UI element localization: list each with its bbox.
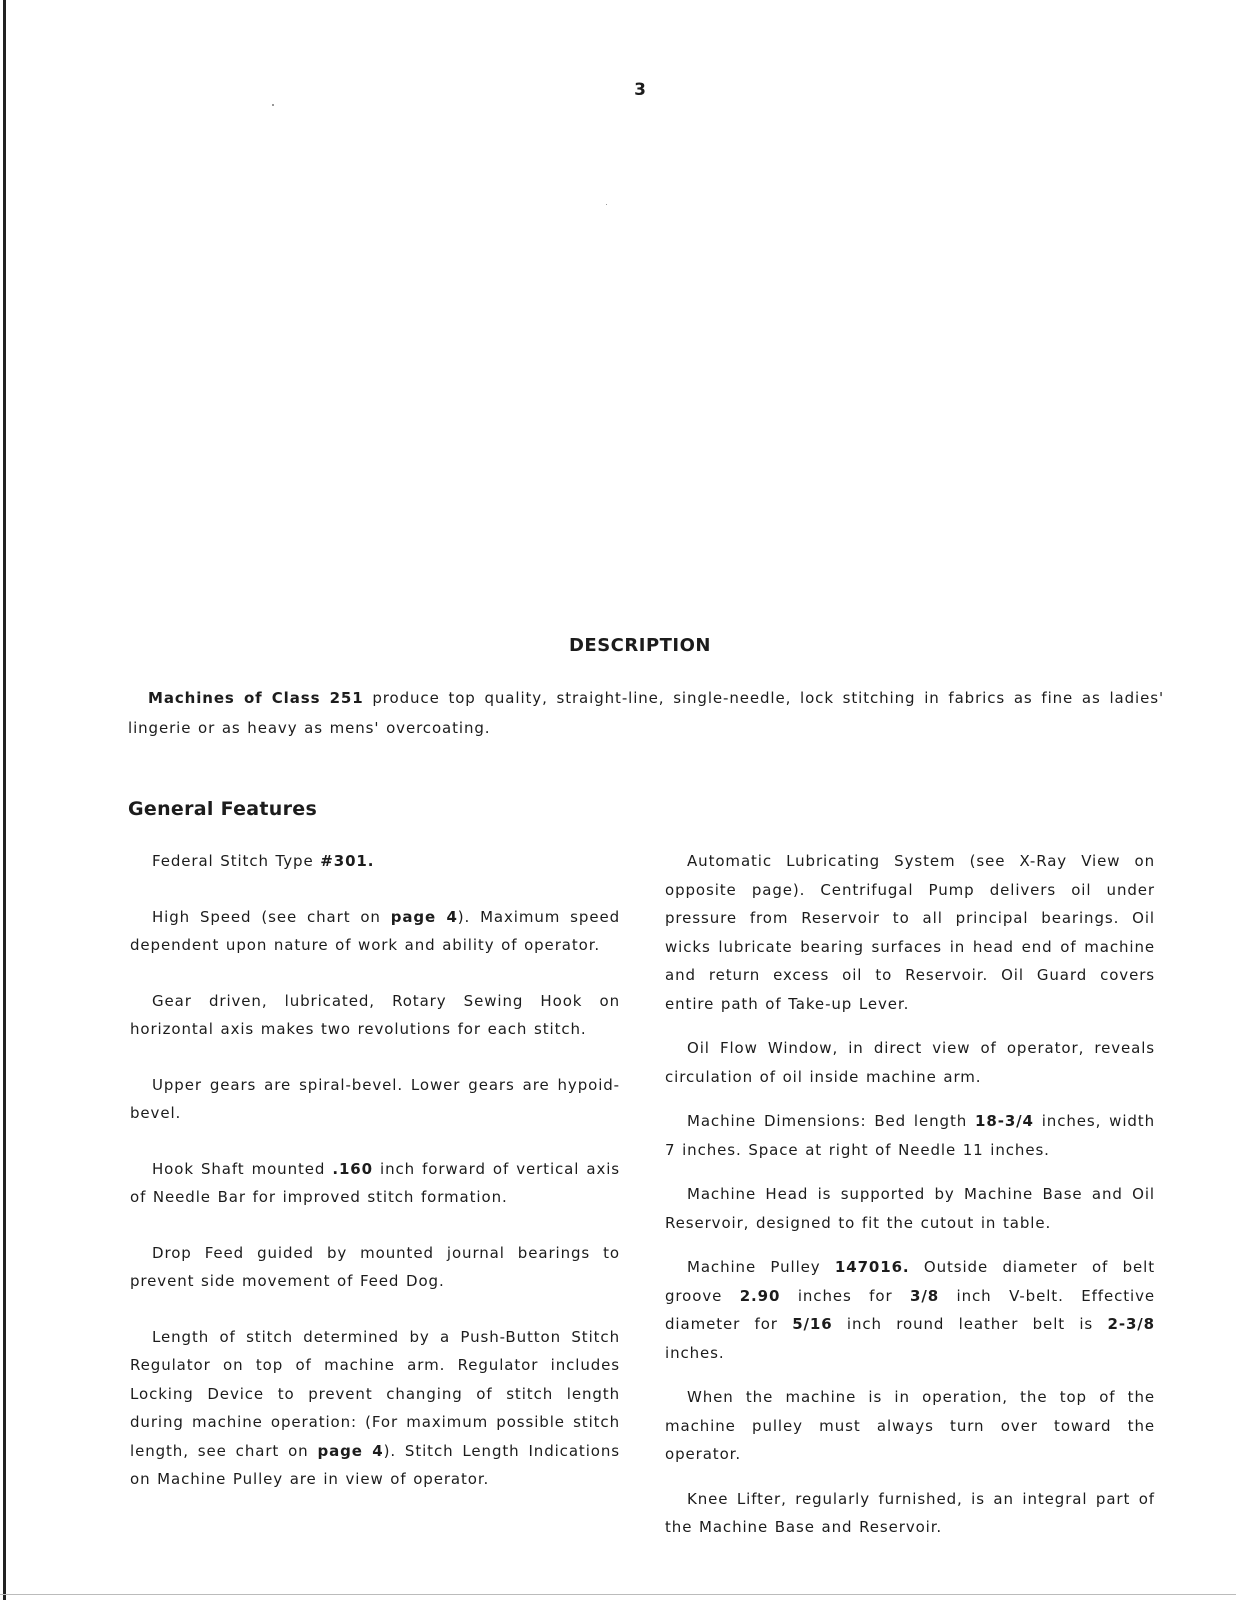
feature-lubricating-system: Automatic Lubricating System (see X-Ray View on opposite page). Centrifugal Pump delivers oil under pressure from Reservoir to all principal bearings. Oil wicks lubricate bearing surfaces in head end of machine and return excess oil to Reservoir. Oil Guard covers entire path of Take-up Lever. xyxy=(665,852,1155,1013)
intro-paragraph xyxy=(128,683,1164,743)
scan-speck xyxy=(272,104,274,106)
intro-text: produce top quality, straight-line, single-needle, lock stitching in fabrics as fine as ladies' lingerie or as heavy as mens' overcoating. xyxy=(128,689,1164,737)
feature-stitch-type: Federal Stitch Type #301. xyxy=(152,852,375,870)
section-title: DESCRIPTION xyxy=(568,635,711,656)
page-edge-line xyxy=(3,0,6,1600)
intro-lead: Machines of Class 251 xyxy=(148,689,364,707)
feature-machine-head: Machine Head is supported by Machine Base and Oil Reservoir, designed to fit the cutout in table. xyxy=(665,1185,1155,1232)
feature-oil-flow-window: Oil Flow Window, in direct view of operator, reveals circulation of oil inside machine arm. xyxy=(665,1039,1155,1086)
scan-speck xyxy=(606,204,607,205)
feature-machine-dimensions: Machine Dimensions: Bed length 18-3/4 inches, width 7 inches. Space at right of Needle 11 inches. xyxy=(665,1112,1155,1159)
feature-machine-pulley: Machine Pulley 147016. Outside diameter of belt groove 2.90 inches for 3/8 inch V-belt. Effective diameter for 5/16 inch round leather belt is 2-3/8 inches. xyxy=(665,1258,1155,1362)
page-number: 3 xyxy=(634,80,646,100)
feature-drop-feed: Drop Feed guided by mounted journal bearings to prevent side movement of Feed Dog. xyxy=(130,1243,620,1290)
features-heading: General Features xyxy=(128,798,318,820)
feature-hook-shaft: Hook Shaft mounted .160 inch forward of vertical axis of Needle Bar for improved stitch formation. xyxy=(130,1159,621,1206)
page-bottom-rule xyxy=(0,1594,1236,1595)
right-column xyxy=(665,847,1155,1558)
feature-gears: Upper gears are spiral-bevel. Lower gears are hypoid-bevel. xyxy=(130,1075,620,1122)
feature-sewing-hook: Gear driven, lubricated, Rotary Sewing Hook on horizontal axis makes two revolutions for each stitch. xyxy=(130,991,620,1038)
feature-pulley-rotation: When the machine is in operation, the top of the machine pulley must always turn over toward the operator. xyxy=(665,1388,1155,1463)
feature-knee-lifter: Knee Lifter, regularly furnished, is an integral part of the Machine Base and Reservoir. xyxy=(665,1489,1155,1536)
left-column xyxy=(130,847,620,1521)
feature-high-speed: High Speed (see chart on page 4). Maximum speed dependent upon nature of work and ability of operator. xyxy=(130,907,620,954)
feature-stitch-length: Length of stitch determined by a Push-Button Stitch Regulator on top of machine arm. Regulator includes Locking Device to prevent changing of stitch length during machine operation: (For maximum possible stitch length, see chart on page 4). Stitch Length Indications on Machine Pulley are in view of operator. xyxy=(130,1327,620,1488)
